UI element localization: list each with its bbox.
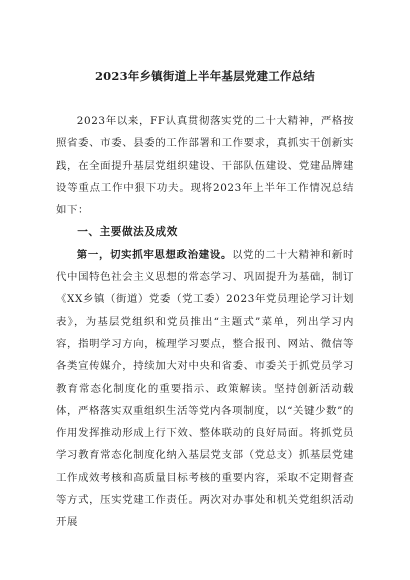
section-heading: 一、主要做法及成效 xyxy=(77,226,178,239)
document-title: 2023年乡镇街道上半年基层党建工作总结 xyxy=(94,69,315,83)
item1-body: 以党的二十大精神和新时代中国特色社会主义思想的常态学习、巩固提升为基础，制订《XX乡镇（街道）党委（党工委）2023年党员理论学习计划表》，为基层党组织和党员推出“主题式”菜单，列出学习内容，指明学习方向，梳理学习要点，整合报刊、网站、微信等各类宣传媒介，持续加大对中央和省委、市委关于抓党员学习教育常态化制度化的重要指示、政策解读。坚持创新活动载体，严格落实双重组织生活等党内各项制度，以“关键少数”的作用发挥推动形成上行下效、整体联动的良好局面。将抓党员学习教育常态化制度化纳入基层党支部（党总支）抓基层党建工作成效考核和高质量目标考核的重要内容，采取不定期督查等方式，压实党建工作责任。两次对办事处和机关党组织活动开展 xyxy=(56,248,354,529)
item1-paragraph xyxy=(56,244,354,534)
item1-lead: 第一，切实抓牢思想政治建设。 xyxy=(76,248,233,261)
intro-paragraph: 2023年以来，FF认真贯彻落实党的二十大精神，严格按照省委、市委、县委的工作部署和工作要求，真抓实干创新实践，在全面提升基层党组织建设、干部队伍建设、党建品牌建设等重点工作中狠下功夫。现将2023年上半年工作情况总结如下： xyxy=(56,115,354,217)
